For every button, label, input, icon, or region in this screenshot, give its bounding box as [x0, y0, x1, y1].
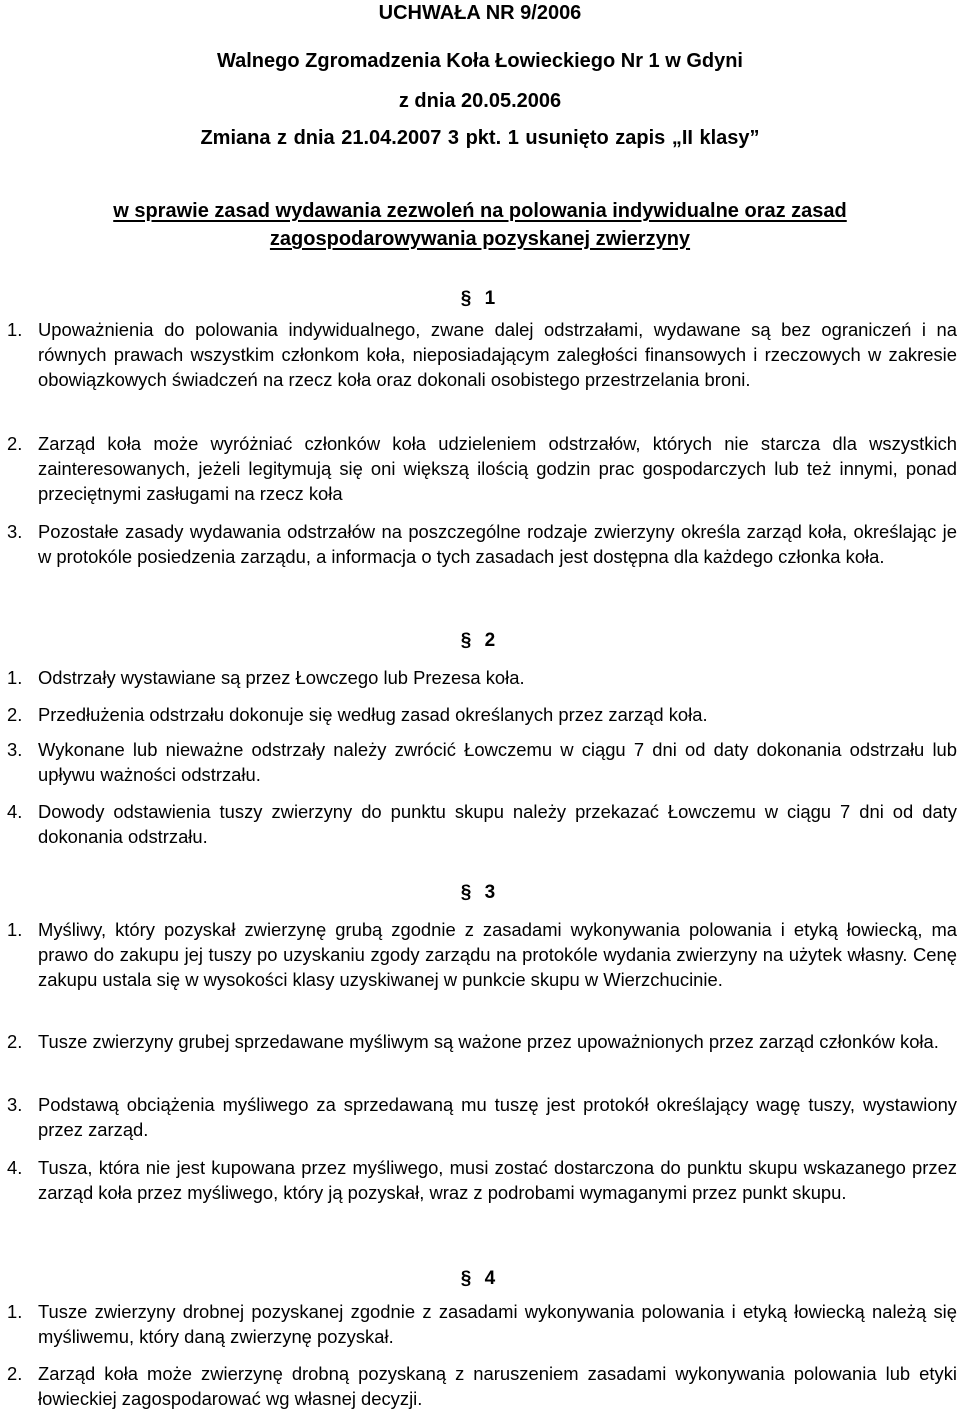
item-text: Pozostałe zasady wydawania odstrzałów na poszczególne rodzaje zwierzyny określa zarząd koła, określając je w protokóle posiedzenia zarządu, a informacja o tych zasadach jest dostępna dla każdego członka koła. [38, 521, 957, 567]
item-number: 2. [7, 433, 23, 454]
list-item [7, 1093, 957, 1143]
item-text: Tusze zwierzyny drobnej pozyskanej zgodnie z zasadami wykonywania polowania i etyką łowiecką należą się myśliwemu, który daną zwierzynę pozyskał. [38, 1301, 957, 1347]
item-text: Odstrzały wystawiane są przez Łowczego lub Prezesa koła. [38, 667, 525, 688]
subject-line-2: zagospodarowywania pozyskanej zwierzyny [269, 228, 691, 250]
list-item [7, 738, 957, 788]
item-number: 3. [7, 521, 23, 542]
amendment-note: Zmiana z dnia 21.04.2007 3 pkt. 1 usunięto zapis „II klasy” [200, 127, 760, 149]
item-text: Wykonane lub nieważne odstrzały należy zwrócić Łowczemu w ciągu 7 dni od daty dokonania odstrzału lub upływu ważności odstrzału. [38, 739, 957, 785]
item-number: 1. [7, 319, 23, 340]
item-text: Dowody odstawienia tuszy zwierzyny do punktu skupu należy przekazać Łowczemu w ciągu 7 dni od daty dokonania odstrzału. [38, 801, 957, 847]
document-subtitle: Walnego Zgromadzenia Koła Łowieckiego Nr 1 w Gdyni [216, 50, 743, 72]
item-text: Upoważnienia do polowania indywidualnego, zwane dalej odstrzałami, wydawane są bez ograniczeń i na równych prawach wszystkim członkom koła, nieposiadającym zaległości finansowych i rzeczowych w zakresie obowiązkowych świadczeń na rzecz koła oraz dokonali osobistego przestrzelania broni. [38, 319, 957, 390]
document-date: z dnia 20.05.2006 [398, 90, 562, 112]
list-item [7, 800, 957, 850]
list-item [7, 520, 957, 570]
list-item [7, 1156, 957, 1206]
list-item [7, 318, 957, 392]
item-number: 1. [7, 1301, 23, 1322]
item-text: Zarząd koła może zwierzynę drobną pozyskaną z naruszeniem zasadami wykonywania polowania lub etyki łowieckiej zagospodarować wg własnej decyzji. [38, 1363, 957, 1409]
list-item [7, 1300, 957, 1350]
item-number: 1. [7, 919, 23, 940]
list-item [7, 666, 957, 691]
item-text: Podstawą obciążenia myśliwego za sprzedawaną mu tuszę jest protokół określający wagę tuszy, wystawiony przez zarząd. [38, 1094, 957, 1140]
list-item [7, 432, 957, 506]
item-text: Zarząd koła może wyróżniać członków koła udzieleniem odstrzałów, których nie starcza dla wszystkich zainteresowanych, jeżeli legitymują się oni większą ilością godzin prac gospodarczych lub też innymi, ponad przeciętnymi zasługami na rzecz koła [38, 433, 957, 504]
section-heading: § 1 [460, 288, 500, 309]
item-number: 2. [7, 1031, 23, 1052]
item-number: 1. [7, 667, 23, 688]
item-text: Tusza, która nie jest kupowana przez myśliwego, musi zostać dostarczona do punktu skupu wskazanego przez zarząd koła przez myśliwego, który ją pozyskał, wraz z podrobami wymaganymi przez punkt skupu. [38, 1157, 957, 1203]
section-heading: § 3 [460, 882, 500, 903]
item-number: 4. [7, 801, 23, 822]
document-title: UCHWAŁA NR 9/2006 [378, 2, 582, 24]
item-number: 3. [7, 739, 23, 760]
item-number: 4. [7, 1157, 23, 1178]
item-number: 2. [7, 704, 23, 725]
list-item [7, 1030, 957, 1055]
section-heading: § 2 [460, 630, 500, 651]
item-number: 3. [7, 1094, 23, 1115]
item-text: Myśliwy, który pozyskał zwierzynę grubą zgodnie z zasadami wykonywania polowania i etyką łowiecką, ma prawo do zakupu jej tuszy po uzyskaniu zgody zarządu na protokóle wydania zwierzyny na użytek własny. Cenę zakupu ustala się w wysokości klasy uzyskiwanej w punkcie skupu w Wierzchucinie. [38, 919, 957, 990]
item-text: Przedłużenia odstrzału dokonuje się według zasad określanych przez zarząd koła. [38, 704, 708, 725]
item-number: 2. [7, 1363, 23, 1384]
list-item [7, 1362, 957, 1412]
section-heading: § 4 [460, 1268, 500, 1289]
list-item [7, 918, 957, 992]
item-text: Tusze zwierzyny grubej sprzedawane myśliwym są ważone przez upoważnionych przez zarząd członków koła. [38, 1031, 939, 1052]
subject-line-1: w sprawie zasad wydawania zezwoleń na polowania indywidualne oraz zasad [113, 200, 847, 222]
list-item [7, 703, 957, 728]
